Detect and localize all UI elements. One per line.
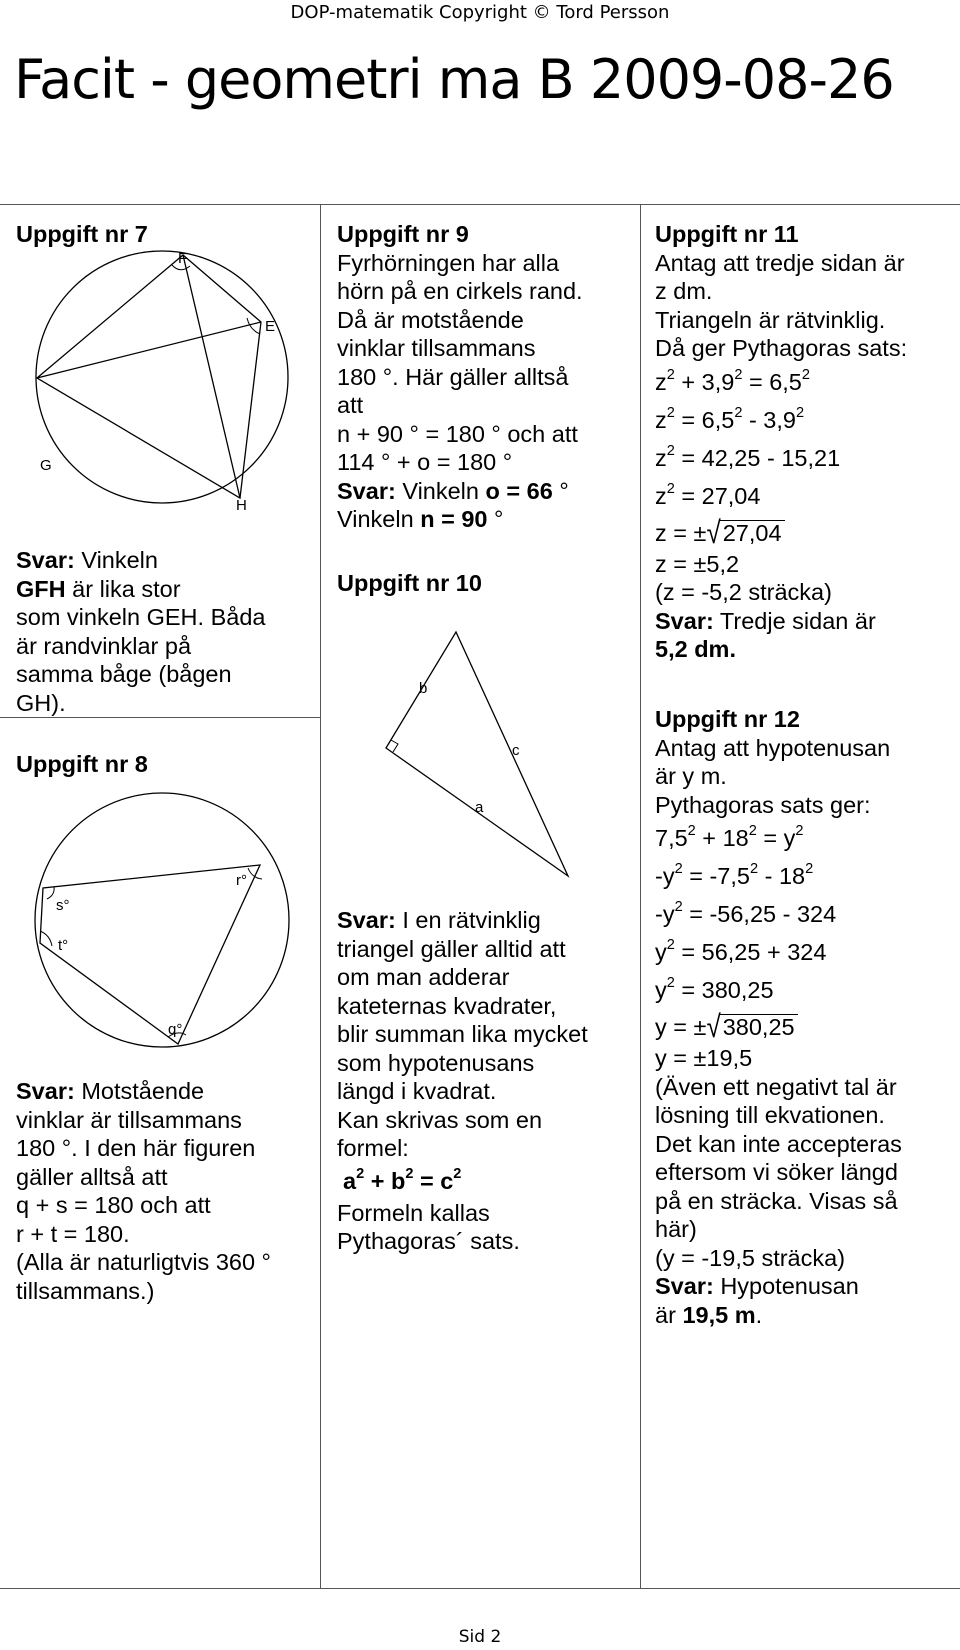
task-10-heading: Uppgift nr 10: [337, 570, 482, 596]
task-11: Uppgift nr 11 Antag att tredje sidan är z dm. Triangeln är rätvinklig. Då ger Pythagoras sats: $z^2 + 3,9^2 = 6,5^2$ $z^2 = 6,5^2 - 3,9^2$ $z^2 = 42,25 - 15,21$ $z^2 = 27,04$ z = ±√27,04 z = ±5,2 (z = -5,2 sträcka) Svar: Tredje sidan är 5,2 dm.: [655, 221, 908, 662]
side-c-label: c: [512, 742, 520, 759]
task-10-answer: Svar: I en rätvinklig triangel gäller alltid att om man adderar kateternas kvadrater, blir summan lika mycket som hypotenusans längd i kvadrat. Kan skrivas som en formel: $a^2 + b^2 = c^2$ Formeln kallas Pythagoras´ sats.: [337, 907, 588, 1254]
page-title: Facit - geometri ma B 2009-08-26: [14, 48, 894, 111]
point-h-label: H: [236, 497, 247, 514]
angle-s-label: s°: [56, 897, 70, 914]
task-9: Uppgift nr 9 Fyrhörningen har alla hörn på en cirkels rand. Då är motstående vinklar tillsammans 180 °. Här gäller alltså att n + 90 ° = 180 ° och att 114 ° + o = 180 ° Svar: Vinkeln o = 66 ° Vinkeln n = 90 °: [337, 221, 583, 532]
page-header: DOP-matematik Copyright © Tord Persson: [290, 2, 670, 23]
point-g-label: G: [40, 457, 52, 474]
task-12: Uppgift nr 12 Antag att hypotenusan är y m. Pythagoras sats ger: $7,5^2 + 18^2 = y^2$ $-y^2 = -7,5^2 - 18^2$ $-y^2 = -56,25 - 324$ $y^2 = 56,25 + 324$ $y^2 = 380,25$ y = ±√380,25 y = ±19,5 (Även ett negativt tal är lösning till ekvationen. Det kan inte accepteras eftersom vi söker längd på en sträcka. Visas så här) (y = -19,5 sträcka) Svar: Hypotenusan är 19,5 m.: [655, 706, 902, 1328]
square-root: 27,04: [719, 520, 785, 545]
point-e-label: E: [265, 318, 276, 335]
point-f-label: F: [178, 250, 188, 267]
task-8-heading: Uppgift nr 8: [16, 751, 148, 777]
column-divider-2: [640, 205, 641, 1588]
side-b-label: b: [419, 680, 428, 697]
angle-q-label: q°: [168, 1021, 183, 1038]
task-10-triangle-figure: [0, 0, 640, 900]
angle-t-label: t°: [58, 937, 69, 954]
task-7-heading: Uppgift nr 7: [16, 221, 148, 247]
angle-r-label: r°: [236, 872, 247, 889]
square-root: 380,25: [719, 1014, 798, 1039]
task-7-answer: Svar: Vinkeln GFH är lika stor som vinkeln GEH. Båda är randvinklar på samma båge (bågen GH).: [16, 547, 266, 716]
page-footer: Sid 2: [458, 1627, 502, 1647]
pythagoras-formula: $a^2 + b^2 = c^2$: [343, 1165, 462, 1194]
task-8-answer: Svar: Motstående vinklar är tillsammans 180 °. I den här figuren gäller alltså att q + s = 180 och att r + t = 180. (Alla är naturligtvis 360 ° tillsammans.): [16, 1078, 271, 1304]
right-angle-marker: [391, 740, 398, 752]
side-a-label: a: [475, 799, 484, 816]
right-triangle: [386, 632, 568, 876]
